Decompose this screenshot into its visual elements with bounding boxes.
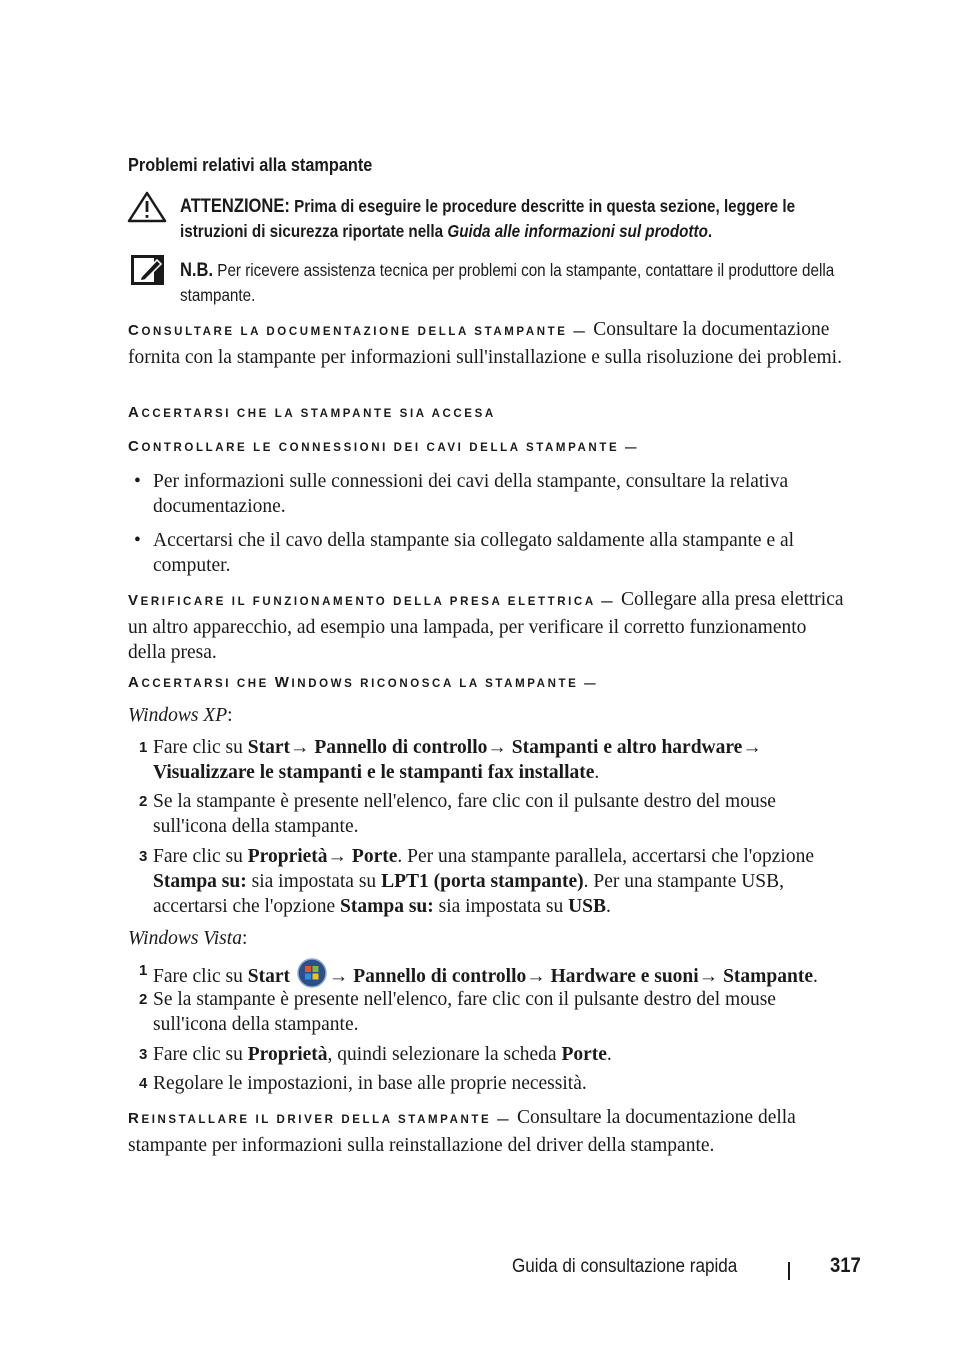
note-notice [180, 258, 860, 308]
list-item: • Per informazioni sulle connessioni dei cavi della stampante, consultare la relativa documentazione. [134, 471, 789, 517]
note-label: N.B. [180, 260, 214, 281]
list-item: 4 Regolare le impostazioni, in base alle proprie necessità. [139, 1073, 587, 1094]
check-documentation-paragraph: CONSULTARE LA DOCUMENTAZIONE DELLA STAMPANTE — Consultare la documentazione fornita con la stampante per informazioni sull'installazione e sulla risoluzione dei problemi. [128, 319, 842, 368]
section-title: Problemi relativi alla stampante [128, 154, 373, 175]
note-pencil-icon [131, 255, 164, 285]
list-item: 3 Fare clic su Proprietà, quindi selezionare la scheda Porte. [139, 1044, 612, 1065]
list-item: 1 Fare clic su Start→ Pannello di controllo→ Stampanti e altro hardware→ Visualizzare le stampanti e le stampanti fax installate. [139, 737, 762, 783]
reinstall-driver-paragraph: REINSTALLARE IL DRIVER DELLA STAMPANTE — Consultare la documentazione della stampante per informazioni sulla reinstallazione del driver della stampante. [128, 1107, 796, 1156]
safety-guide-title: Guida alle informazioni sul prodotto [447, 221, 708, 241]
footer-guide-title: Guida di consultazione rapida [512, 1256, 738, 1277]
cable-connections-heading: CONTROLLARE LE CONNESSIONI DEI CAVI DELLA STAMPANTE — [128, 438, 640, 455]
attention-notice [180, 194, 860, 244]
reinstall-driver-heading: REINSTALLARE IL DRIVER DELLA STAMPANTE — [128, 1110, 517, 1127]
attention-end: . [707, 221, 713, 241]
list-item: 3 Fare clic su Proprietà→ Porte. Per una stampante parallela, accertarsi che l'opzione Stampa su: sia impostata su LPT1 (porta stampante). Per una stampante USB, accertarsi che l'opzione Stampa su: sia impostata su USB. [139, 846, 814, 917]
printer-on-heading: ACCERTARSI CHE LA STAMPANTE SIA ACCESA [128, 404, 496, 421]
windows-vista-label: Windows Vista: [128, 928, 248, 949]
windows-logo-icon [297, 958, 327, 988]
list-item: 2 Se la stampante è presente nell'elenco, fare clic con il pulsante destro del mouse sull'icona della stampante. [139, 791, 776, 837]
list-item: 1 Fare clic su Start → Pannello di controllo→ Hardware e suoni→ Stampante. [128, 958, 848, 983]
note-text: Per ricevere assistenza tecnica per problemi con la stampante, contattare il produttore della stampante. [180, 260, 835, 305]
bullet-mark: • [134, 530, 141, 551]
power-outlet-paragraph: VERIFICARE IL FUNZIONAMENTO DELLA PRESA ELETTRICA — Collegare alla presa elettrica un altro apparecchio, ad esempio una lampada, per verificare il corretto funzionamento della presa. [128, 589, 844, 663]
warning-triangle-icon [127, 191, 167, 223]
footer-divider [788, 1262, 790, 1280]
page-number: 317 [830, 1254, 861, 1277]
list-item: 2 Se la stampante è presente nell'elenco, fare clic con il pulsante destro del mouse sull'icona della stampante. [139, 989, 776, 1035]
bullet-mark: • [134, 471, 141, 492]
list-item: • Accertarsi che il cavo della stampante sia collegato saldamente alla stampante e al computer. [134, 530, 795, 576]
check-documentation-heading: CONSULTARE LA DOCUMENTAZIONE DELLA STAMPANTE — [128, 322, 594, 339]
attention-label: ATTENZIONE: [180, 196, 290, 217]
windows-xp-label: Windows XP: [128, 705, 233, 726]
windows-recognizes-heading: ACCERTARSI CHE WINDOWS RICONOSCA LA STAMPANTE — [128, 674, 599, 691]
attention-text: Prima di eseguire le procedure descritte in questa sezione, leggere le istruzioni di sicurezza riportate nella [180, 196, 796, 241]
power-outlet-heading: VERIFICARE IL FUNZIONAMENTO DELLA PRESA ELETTRICA — [128, 592, 621, 609]
